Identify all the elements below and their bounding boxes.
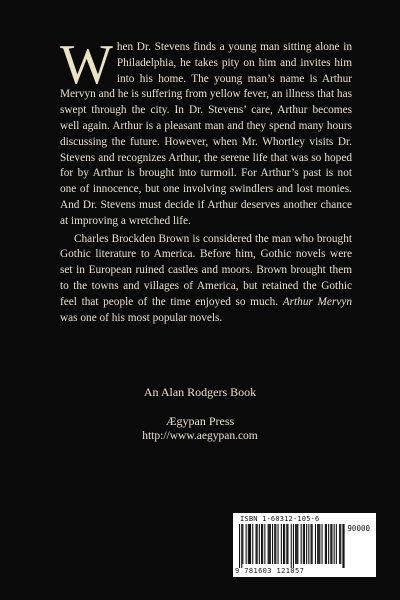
barcode-bar [242,524,243,564]
barcode-bar [319,524,320,564]
barcode-bar [270,524,271,564]
barcode-bar [293,524,294,568]
blurb-paragraph-2-text: Charles Brockden Brown is considered the man who brought Gothic literature to America. Before him, Gothic novels were set in European ruined castles and moors. Brown brought them to the towns and villages of America, but retained the Gothic feel that people of the time enjoyed so much. [60,232,352,308]
barcode-bar [248,524,249,564]
barcode-bar [250,524,251,564]
blurb-paragraph-1 [60,34,352,230]
barcode-bar [342,524,343,568]
barcode-bar [336,524,337,564]
barcode-bar [269,524,270,564]
barcode-bar [322,524,323,564]
barcode-bar [264,524,265,564]
barcode-bar [306,524,307,564]
barcode-bars [239,524,371,568]
novel-title-reference: Arthur Mervyn [282,295,352,308]
barcode-bar [308,524,309,564]
blurb-text [60,34,352,326]
barcode-bar [268,524,269,564]
barcode-bar [259,524,260,564]
drop-cap-letter: W [60,34,113,96]
barcode-bar [339,524,340,564]
barcode-bar [281,524,282,564]
blurb-paragraph-2-end: was one of his most popular novels. [60,311,223,324]
barcode-bar [239,524,240,568]
barcode-bar [249,524,250,564]
blurb-paragraph-1-text: hen Dr. Stevens finds a young man sitting alone in Philadelphia, he takes pity on him and invites him into his home. The young man’s name is Arthur Mervyn and he is suffering from yellow fever, an illness that has swept through the city. In Dr. Stevens’ care, Arthur becomes well again. Arthur is a pleasant man and they spend many hours discussing the future. However, when Mr. Whortley visits Dr. Stevens and recognizes Arthur, the serene life that was so hoped for by Arthur is brought into turmoil. For Arthur’s past is not one of innocence, but one involving swindlers and lost monies. And Dr. Stevens must decide if Arthur deserves another chance at improving a wretched life. [60,41,352,227]
barcode-bar [295,524,296,564]
barcode-bar [334,524,335,564]
price-code: 90000 [347,524,370,533]
barcode-bar [256,524,257,564]
blurb-paragraph-2 [60,232,352,327]
barcode-bar [330,524,331,564]
press-url: http://www.aegypan.com [142,430,258,442]
barcode-bar [272,524,273,564]
barcode-bar [286,524,287,564]
barcode-bar [262,524,263,564]
barcode-bar [340,524,341,564]
ean-number: 9 781603 121057 [235,567,305,575]
barcode-bar [241,524,242,568]
book-credit: An Alan Rodgers Book [143,385,257,399]
barcode-bar [318,524,319,564]
barcode-bar [291,524,292,568]
barcode-bar [261,524,262,564]
barcode-bar [283,524,284,564]
isbn-barcode [233,513,376,577]
barcode-bar [278,524,279,564]
barcode-bar [297,524,298,564]
barcode-bar [303,524,304,564]
barcode-bar [344,524,345,568]
barcode-bar [304,524,305,564]
press-name: Ægypan Press [165,414,235,428]
barcode-bar [296,524,297,564]
barcode-bar [287,524,288,564]
barcode-bar [317,524,318,564]
barcode-bar [301,524,302,564]
barcode-bar [246,524,247,564]
barcode-bar [325,524,326,564]
isbn-text: ISBN 1-60312-105-6 [240,515,320,523]
barcode-bar [312,524,313,564]
barcode-bar [331,524,332,564]
barcode-bar [284,524,285,564]
barcode-bar [315,524,316,564]
barcode-bar [326,524,327,564]
barcode-bar [257,524,258,564]
barcode-bar [252,524,253,564]
barcode-bar [275,524,276,564]
barcode-bar [311,524,312,564]
barcode-bar [328,524,329,564]
barcode-bar [274,524,275,564]
